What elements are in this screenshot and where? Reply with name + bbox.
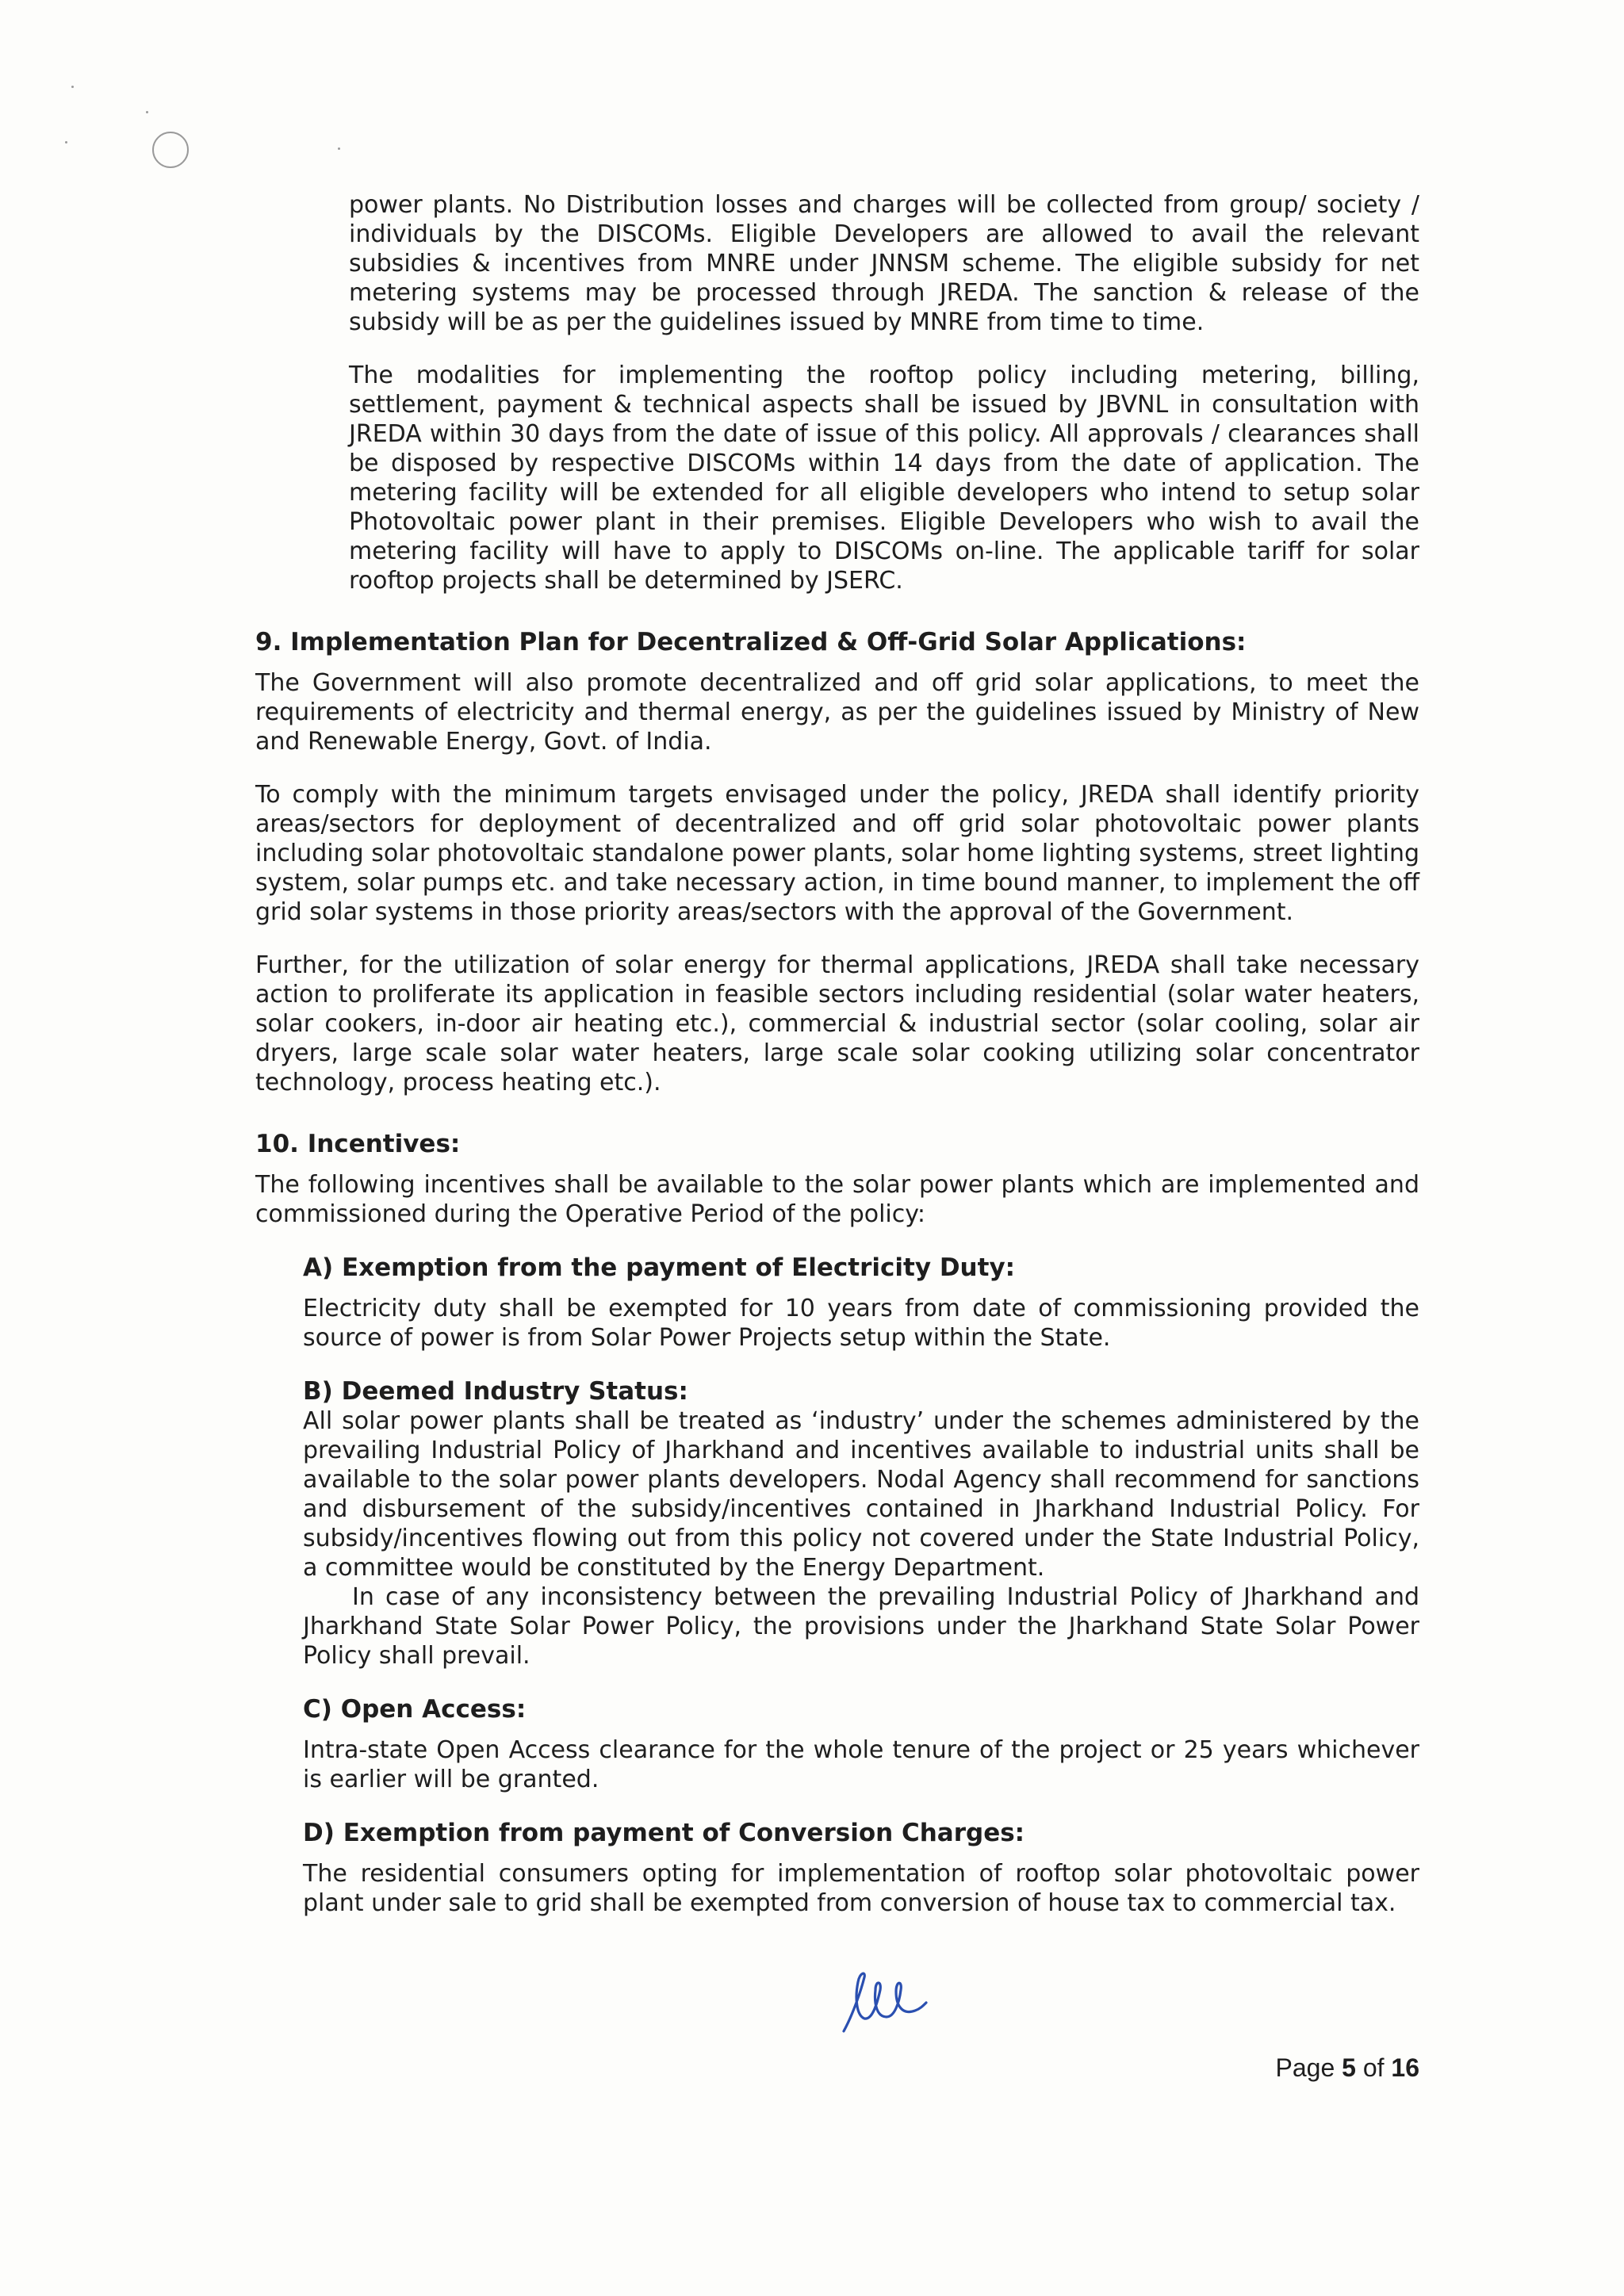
section9-paragraph-2: To comply with the minimum targets envisaged under the policy, JREDA shall identify priority areas/sectors for deployment of decentralized and off grid solar photovoltaic power plants including solar photovoltaic standalone power plants, solar home lighting systems, street lighting system, solar pumps etc. and take necessary action, in time bound manner, to implement the off grid solar systems in those priority areas/sectors with the approval of the Government. [255,781,1419,926]
scan-speck [71,86,74,88]
incentive-a-heading: A) Exemption from the payment of Electricity Duty: [303,1253,1016,1282]
document-body [255,190,1419,1918]
section10-intro: The following incentives shall be available to the solar power plants which are implemented and commissioned during the Operative Period of the policy: [255,1171,1419,1228]
page-number [1261,2052,1419,2084]
incentive-c-heading: C) Open Access: [303,1695,527,1724]
incentive-c-text: Intra-state Open Access clearance for the whole tenure of the project or 25 years whichever is earlier will be granted. [303,1736,1419,1793]
section10-heading: 10. Incentives: [255,1130,461,1158]
section8-paragraph-1: power plants. No Distribution losses and charges will be collected from group/ society / individuals by the DISCOMs. Eligible Developers are allowed to avail the relevant subsidies & incentives from MNRE under JNNSM scheme. The eligible subsidy for net metering systems may be processed through JREDA. The sanction & release of the subsidy will be as per the guidelines issued by MNRE from time to time. [349,191,1419,336]
incentive-d [255,1818,1419,1918]
incentive-b [255,1376,1419,1670]
section9-paragraph-3: Further, for the utilization of solar energy for thermal applications, JREDA shall take necessary action to proliferate its application in feasible sectors including residential (solar water heaters, solar cookers, in-door air heating etc.), commercial & industrial sector (solar cooling, solar air dryers, large scale solar water heaters, large scale solar cooking utilizing solar concentrator technology, process heating etc.). [255,951,1419,1096]
incentive-a-text: Electricity duty shall be exempted for 10 years from date of commissioning provided the source of power is from Solar Power Projects setup within the State. [303,1295,1419,1352]
scan-speck [338,147,340,150]
section9-paragraph-1: The Government will also promote decentralized and off grid solar applications, to meet the requirements of electricity and thermal energy, as per the guidelines issued by Ministry of New and Renewable Energy, Govt. of India. [255,669,1419,756]
scan-speck [146,111,148,113]
section9-heading: 9. Implementation Plan for Decentralized & Off-Grid Solar Applications: [255,628,1247,656]
page-separator: of [1355,2053,1392,2082]
scan-speck [65,141,67,144]
incentive-b-heading: B) Deemed Industry Status: [303,1377,688,1406]
section8-paragraph-2: The modalities for implementing the rooftop policy including metering, billing, settlement, payment & technical aspects shall be issued by JBVNL in consultation with JREDA within 30 days from the date of issue of this policy. All approvals / clearances shall be disposed by respective DISCOMs within 14 days from the date of application. The metering facility will be extended for all eligible developers who intend to setup solar Photovoltaic power plant in their premises. Eligible Developers who wish to avail the metering facility will have to apply to DISCOMs on-line. The applicable tariff for solar rooftop projects shall be determined by JSERC. [349,362,1419,595]
incentive-b-text-2: In case of any inconsistency between the prevailing Industrial Policy of Jharkhand and Jharkhand State Solar Power Policy, the provisions under the Jharkhand State Solar Power Policy shall prevail. [303,1583,1419,1670]
incentive-d-text: The residential consumers opting for implementation of rooftop solar photovoltaic power plant under sale to grid shall be exempted from conversion of house tax to commercial tax. [303,1860,1419,1917]
incentive-b-text-1: All solar power plants shall be treated as ‘industry’ under the schemes administered by the prevailing Industrial Policy of Jharkhand and incentives available to industrial units shall be available to the solar power plants developers. Nodal Agency shall recommend for sanctions and disbursement of the subsidy/incentives contained in Jharkhand Industrial Policy. For subsidy/incentives flowing out from this policy not covered under the State Industrial Policy, a committee would be constituted by the Energy Department. [303,1407,1419,1582]
page-current: 5 [1342,2053,1356,2082]
punch-hole-mark [152,132,189,168]
incentive-a [255,1253,1419,1353]
incentive-d-heading: D) Exemption from payment of Conversion Charges: [303,1819,1025,1847]
page-total: 16 [1391,2053,1419,2082]
incentive-c [255,1694,1419,1794]
signature-initials [837,1966,933,2038]
page-label: Page [1275,2053,1342,2082]
